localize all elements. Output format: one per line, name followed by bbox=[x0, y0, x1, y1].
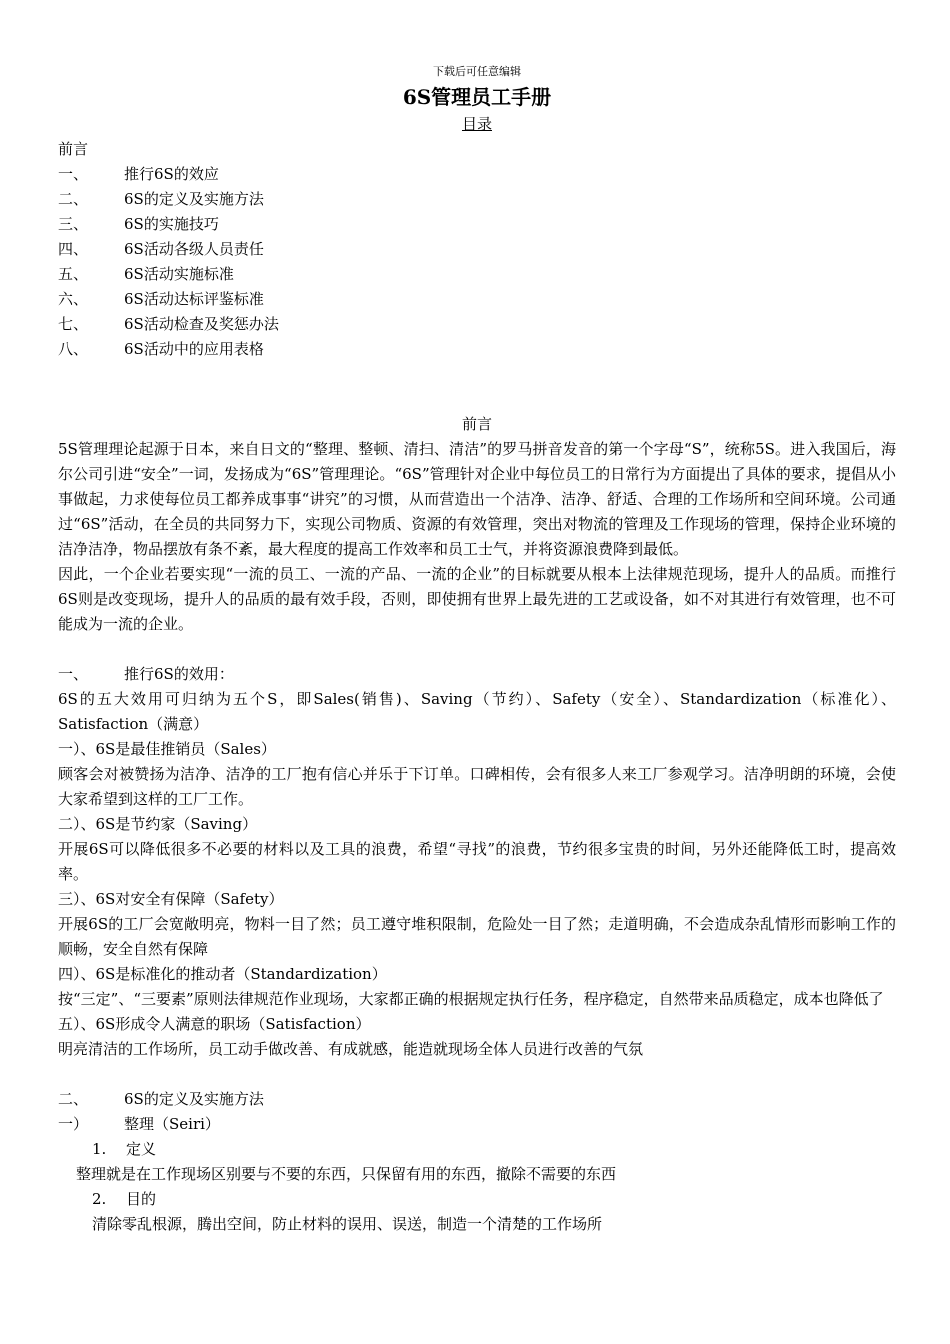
toc-item-text: 6S活动各级人员责任 bbox=[124, 240, 264, 258]
toc-item-text: 推行6S的效应 bbox=[124, 165, 219, 183]
document-title: 6S管理员工手册 bbox=[402, 85, 552, 109]
section-num: 一、 bbox=[58, 665, 89, 683]
preface-heading: 前言 bbox=[461, 415, 492, 433]
benefit-head: 二）、6S是节约家（Saving） bbox=[58, 815, 258, 833]
spacer bbox=[58, 637, 896, 662]
document-page bbox=[58, 62, 896, 1237]
section-2-heading bbox=[58, 1087, 896, 1112]
subsection-title: 整理（Seiri） bbox=[124, 1115, 220, 1133]
section-title: 6S的定义及实施方法 bbox=[124, 1090, 264, 1108]
benefit-body: 开展6S的工厂会宽敞明亮，物料一目了然；员工遵守堆积限制，危险处一目了然；走道明确，不会造成杂乱情形而影响工作的顺畅，安全自然有保障 bbox=[58, 915, 896, 958]
benefit-body: 明亮清洁的工作场所，员工动手做改善、有成就感，能造就现场全体人员进行改善的气氛 bbox=[58, 1040, 644, 1058]
spacer bbox=[58, 362, 896, 387]
benefit-head: 五）、6S形成令人满意的职场（Satisfaction） bbox=[58, 1015, 371, 1033]
subsection-num: 一） bbox=[58, 1115, 89, 1133]
toc-item[interactable] bbox=[58, 312, 896, 337]
list-title: 定义 bbox=[126, 1140, 157, 1158]
download-note: 下载后可任意编辑 bbox=[433, 65, 521, 78]
subsection-heading bbox=[58, 1112, 896, 1137]
definition-heading bbox=[58, 1137, 896, 1162]
section-1-heading bbox=[58, 662, 896, 687]
toc-item[interactable] bbox=[58, 337, 896, 362]
benefit-body: 按“三定”、“三要素”原则法律规范作业现场，大家都正确的根据规定执行任务，程序稳定，自然带来品质稳定，成本也降低了 bbox=[58, 990, 884, 1008]
purpose-body: 清除零乱根源，腾出空间，防止材料的误用、误送，制造一个清楚的工作场所 bbox=[92, 1215, 603, 1233]
benefit-head: 三）、6S对安全有保障（Safety） bbox=[58, 890, 284, 908]
toc-item-num: 五、 bbox=[58, 265, 89, 283]
section-1-intro: 6S的五大效用可归纳为五个S，即Sales(销售)、Saving（节约）、Safety（安全）、Standardization（标准化）、Satisfaction（满意） bbox=[58, 690, 896, 733]
toc-item-num: 七、 bbox=[58, 315, 89, 333]
toc-item-text: 6S活动实施标准 bbox=[124, 265, 234, 283]
spacer bbox=[58, 1062, 896, 1087]
toc-title[interactable]: 目录 bbox=[461, 115, 492, 133]
toc-item-num: 六、 bbox=[58, 290, 89, 308]
toc-item[interactable] bbox=[58, 262, 896, 287]
list-num: 1. bbox=[92, 1140, 107, 1158]
benefit-head: 一）、6S是最佳推销员（Sales） bbox=[58, 740, 276, 758]
toc-item-text: 6S的定义及实施方法 bbox=[124, 190, 264, 208]
benefit-body: 开展6S可以降低很多不必要的材料以及工具的浪费，希望“寻找”的浪费，节约很多宝贵的时间，另外还能降低工时，提高效率。 bbox=[58, 840, 896, 883]
purpose-heading bbox=[58, 1187, 896, 1212]
toc-item[interactable] bbox=[58, 212, 896, 237]
toc-item-num: 三、 bbox=[58, 215, 89, 233]
toc-item[interactable] bbox=[58, 287, 896, 312]
benefit-body: 顾客会对被赞扬为洁净、洁净的工厂抱有信心并乐于下订单。口碑相传，会有很多人来工厂参观学习。洁净明朗的环境，会使大家希望到这样的工厂工作。 bbox=[58, 765, 896, 808]
list-num: 2. bbox=[92, 1190, 107, 1208]
toc-item[interactable] bbox=[58, 237, 896, 262]
toc-item[interactable] bbox=[58, 187, 896, 212]
list-title: 目的 bbox=[126, 1190, 157, 1208]
preface-paragraph-1: 5S管理理论起源于日本，来自日文的“整理、整顿、清扫、清洁”的罗马拼音发音的第一个字母“S”，统称5S。进入我国后，海尔公司引进“安全”一词，发扬成为“6S”管理理论。“6S”管理针对企业中每位员工的日常行为方面提出了具体的要求，提倡从小事做起，力求使每位员工都养成事事“讲究”的习惯，从而营造出一个洁净、洁净、舒适、合理的工作场所和空间环境。公司通过“6S”活动，在全员的共同努力下，实现公司物质、资源的有效管理，突出对物流的管理及工作现场的管理，保持企业环境的洁净洁净，物品摆放有条不紊，最大程度的提高工作效率和员工士气，并将资源浪费降到最低。 bbox=[58, 440, 896, 558]
section-title: 推行6S的效用： bbox=[124, 665, 234, 683]
toc-item-num: 四、 bbox=[58, 240, 89, 258]
toc-item-text: 6S活动达标评鉴标准 bbox=[124, 290, 264, 308]
benefit-head: 四）、6S是标准化的推动者（Standardization） bbox=[58, 965, 387, 983]
definition-body: 整理就是在工作现场区别要与不要的东西，只保留有用的东西，撤除不需要的东西 bbox=[76, 1165, 617, 1183]
toc-preface[interactable]: 前言 bbox=[58, 140, 89, 158]
toc-item-num: 一、 bbox=[58, 165, 89, 183]
toc-list bbox=[58, 162, 896, 362]
section-num: 二、 bbox=[58, 1090, 89, 1108]
toc-item[interactable] bbox=[58, 162, 896, 187]
spacer bbox=[58, 387, 896, 412]
toc-item-text: 6S活动中的应用表格 bbox=[124, 340, 264, 358]
toc-item-num: 二、 bbox=[58, 190, 89, 208]
toc-item-text: 6S活动检查及奖惩办法 bbox=[124, 315, 279, 333]
toc-item-text: 6S的实施技巧 bbox=[124, 215, 219, 233]
preface-paragraph-2: 因此，一个企业若要实现“一流的员工、一流的产品、一流的企业”的目标就要从根本上法律规范现场，提升人的品质。而推行6S则是改变现场，提升人的品质的最有效手段，否则，即使拥有世界上最先进的工艺或设备，如不对其进行有效管理，也不可能成为一流的企业。 bbox=[58, 565, 896, 633]
toc-item-num: 八、 bbox=[58, 340, 89, 358]
